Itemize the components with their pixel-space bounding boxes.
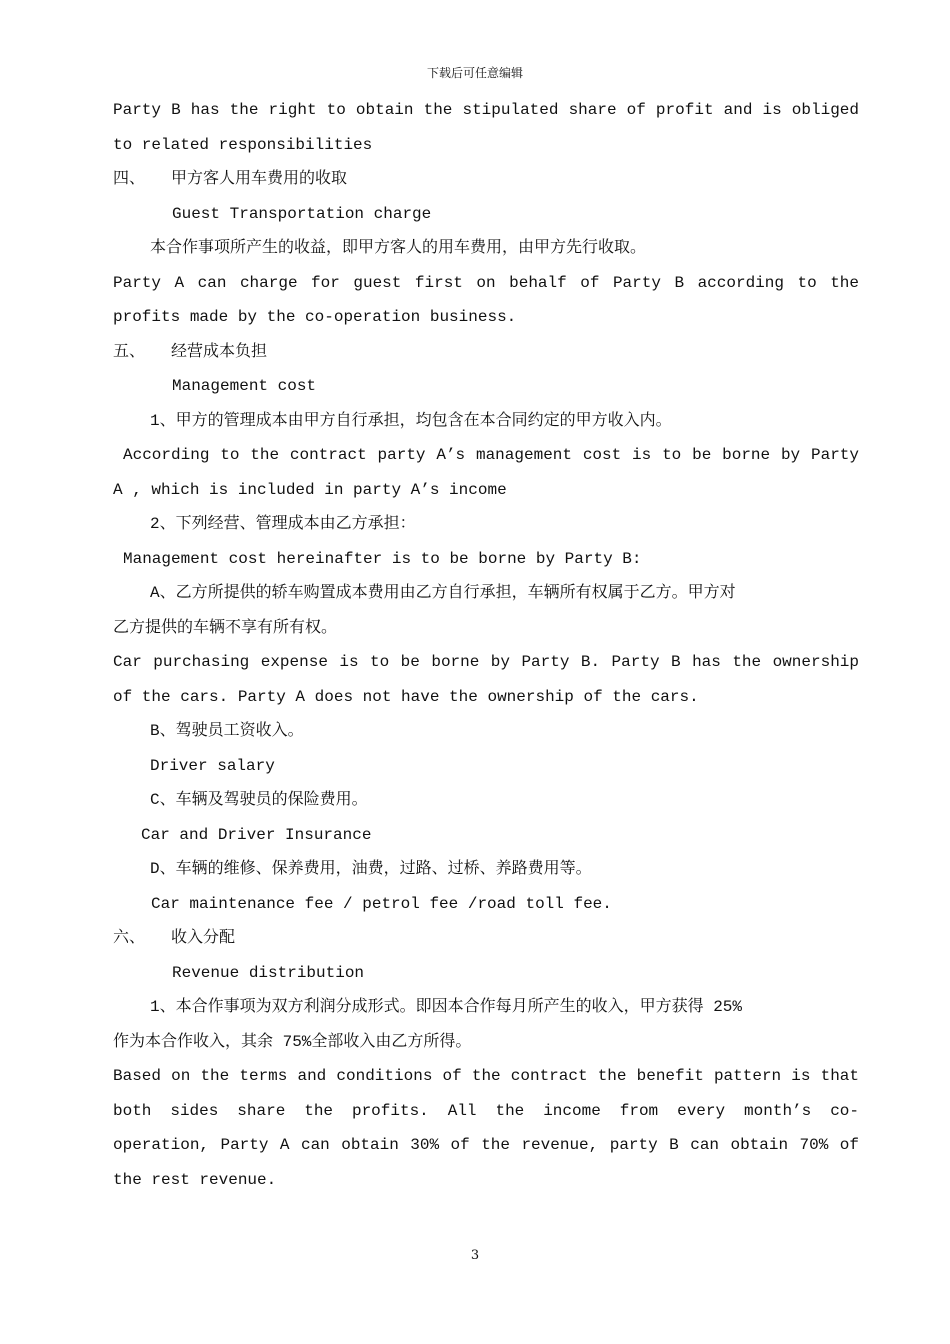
section-title: 经营成本负担	[171, 342, 268, 361]
paragraph-line: 2、下列经营、管理成本由乙方承担：	[150, 515, 416, 533]
paragraph-line: the rest revenue.	[113, 1170, 277, 1189]
paragraph-line: Party A can charge for guest first on behalf of Party B according to the	[113, 273, 859, 292]
section-number: 六、	[113, 929, 146, 947]
section-heading-4	[113, 162, 859, 197]
paragraph-line: to related responsibilities	[113, 135, 373, 154]
section-title-en: Guest Transportation charge	[172, 204, 432, 223]
document-body	[113, 93, 859, 1197]
section-title-en: Management cost	[172, 377, 317, 395]
paragraph-line: D、车辆的维修、保养费用，油费，过路、过桥、养路费用等。	[150, 860, 592, 878]
paragraph-line: Car purchasing expense is to be borne by Party B. Party B has the ownership	[113, 653, 859, 671]
paragraph-line: 本合作事项所产生的收益，即甲方客人的用车费用，由甲方先行收取。	[150, 239, 647, 257]
page-header: 下载后可任意编辑	[426, 66, 523, 80]
paragraph-line: C、车辆及驾驶员的保险费用。	[150, 791, 368, 809]
paragraph-line: Party B has the right to obtain the stipulated share of profit and is obliged	[113, 101, 859, 119]
section-heading-5	[113, 335, 859, 370]
section-title-en: Revenue distribution	[172, 963, 365, 982]
paragraph-line: Based on the terms and conditions of the contract the benefit pattern is that	[113, 1067, 859, 1085]
paragraph-line: 1、甲方的管理成本由甲方自行承担，均包含在本合同约定的甲方收入内。	[150, 411, 672, 430]
paragraph-line: 作为本合作收入，其余 75%全部收入由乙方所得。	[113, 1032, 472, 1051]
section-number: 四、	[113, 170, 146, 188]
paragraph-line: of the cars. Party A does not have the ownership of the cars.	[113, 687, 699, 706]
paragraph-line: According to the contract party A’s management cost is to be borne by Party	[123, 446, 859, 464]
paragraph-line: Management cost hereinafter is to be borne by Party B:	[123, 549, 642, 568]
paragraph-line: operation, Party A can obtain 30% of the revenue, party B can obtain 70% of	[113, 1136, 859, 1154]
paragraph-line: profits made by the co-operation business.	[113, 308, 517, 326]
paragraph-line: Driver salary	[150, 756, 275, 775]
paragraph-line: B、驾驶员工资收入。	[150, 722, 304, 740]
paragraph-line: Car maintenance fee / petrol fee /road toll fee.	[151, 894, 612, 913]
paragraph-line: 乙方提供的车辆不享有所有权。	[113, 618, 338, 637]
page-number: 3	[470, 1248, 480, 1263]
paragraph-line: 1、本合作事项为双方利润分成形式。即因本合作每月所产生的收入，甲方获得 25%	[150, 998, 743, 1016]
paragraph-line: A , which is included in party A’s income	[113, 480, 507, 499]
section-heading-6	[113, 921, 859, 956]
paragraph-line: Car and Driver Insurance	[141, 825, 372, 844]
section-title: 甲方客人用车费用的收取	[171, 170, 348, 188]
section-number: 五、	[113, 342, 146, 361]
paragraph-line: both sides share the profits. All the income from every month’s co-	[113, 1101, 859, 1120]
section-title: 收入分配	[171, 929, 236, 947]
paragraph-line: A、乙方所提供的轿车购置成本费用由乙方自行承担，车辆所有权属于乙方。甲方对	[150, 584, 736, 602]
